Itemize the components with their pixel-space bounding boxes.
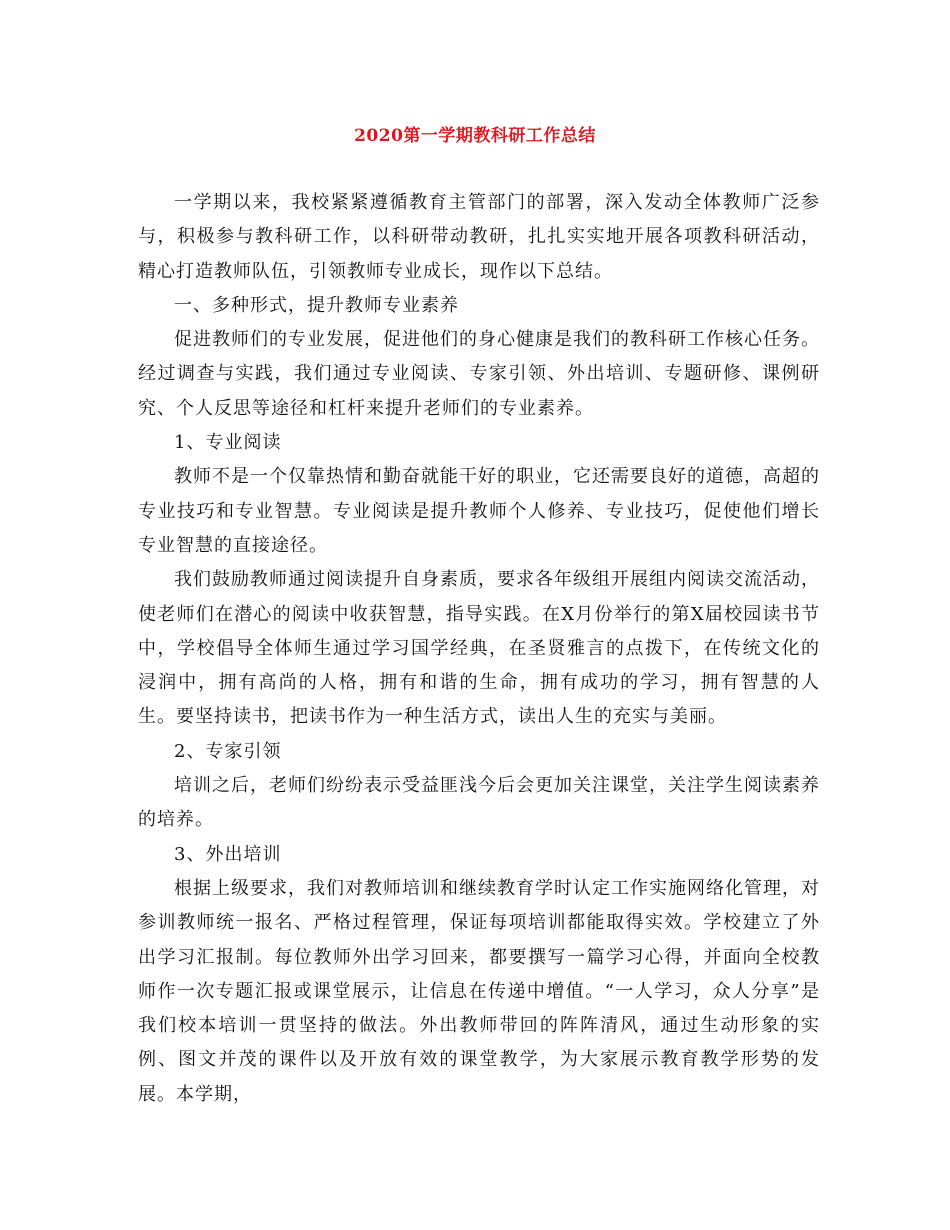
- paragraph: 根据上级要求，我们对教师培训和继续教育学时认定工作实施网络化管理，对参训教师统一报名、严格过程管理，保证每项培训都能取得实效。学校建立了外出学习汇报制。每位教师外出学习回来，都要撰写一篇学习心得，并面向全校教师作一次专题汇报或课堂展示，让信息在传递中增值。“一人学习，众人分享”是我们校本培训一贯坚持的做法。外出教师带回的阵阵清风，通过生动形象的实例、图文并茂的课件以及开放有效的课堂教学，为大家展示教育教学形势的发展。本学期，: [138, 877, 820, 1105]
- section-heading-1: 一、多种形式，提升教师专业素养: [174, 294, 459, 316]
- paragraph: 教师不是一个仅靠热情和勤奋就能干好的职业，它还需要良好的道德，高超的专业技巧和专业智慧。专业阅读是提升教师个人修养、专业技巧，促使他们增长专业智慧的直接途径。: [138, 466, 820, 556]
- paragraph-intro: 一学期以来，我校紧紧遵循教育主管部门的部署，深入发动全体教师广泛参与，积极参与教科研工作，以科研带动教研，扎扎实实地开展各项教科研活动，精心打造教师队伍，引领教师专业成长，现作以下总结。: [138, 192, 820, 282]
- paragraph: 我们鼓励教师通过阅读提升自身素质，要求各年级组开展组内阅读交流活动，使老师们在潜心的阅读中收获智慧，指导实践。在X月份举行的第X届校园读书节中，学校倡导全体师生通过学习国学经典，在圣贤雅言的点拨下，在传统文化的浸润中，拥有高尚的人格，拥有和谐的生命，拥有成功的学习，拥有智慧的人生。要坚持读书，把读书作为一种生活方式，读出人生的充实与美丽。: [138, 569, 820, 728]
- document-title: 2020第一学期教科研工作总结: [354, 126, 596, 146]
- subsection-heading-3: 3、外出培训: [174, 843, 282, 865]
- paragraph: 培训之后，老师们纷纷表示受益匪浅今后会更加关注课堂，关注学生阅读素养的培养。: [138, 775, 820, 831]
- paragraph: 促进教师们的专业发展，促进他们的身心健康是我们的教科研工作核心任务。经过调查与实践，我们通过专业阅读、专家引领、外出培训、专题研修、课例研究、个人反思等途径和杠杆来提升老师们的专业素养。: [138, 329, 820, 419]
- subsection-heading-2: 2、专家引领: [174, 740, 282, 762]
- document-body: [138, 186, 820, 1112]
- subsection-heading-1: 1、专业阅读: [174, 432, 282, 454]
